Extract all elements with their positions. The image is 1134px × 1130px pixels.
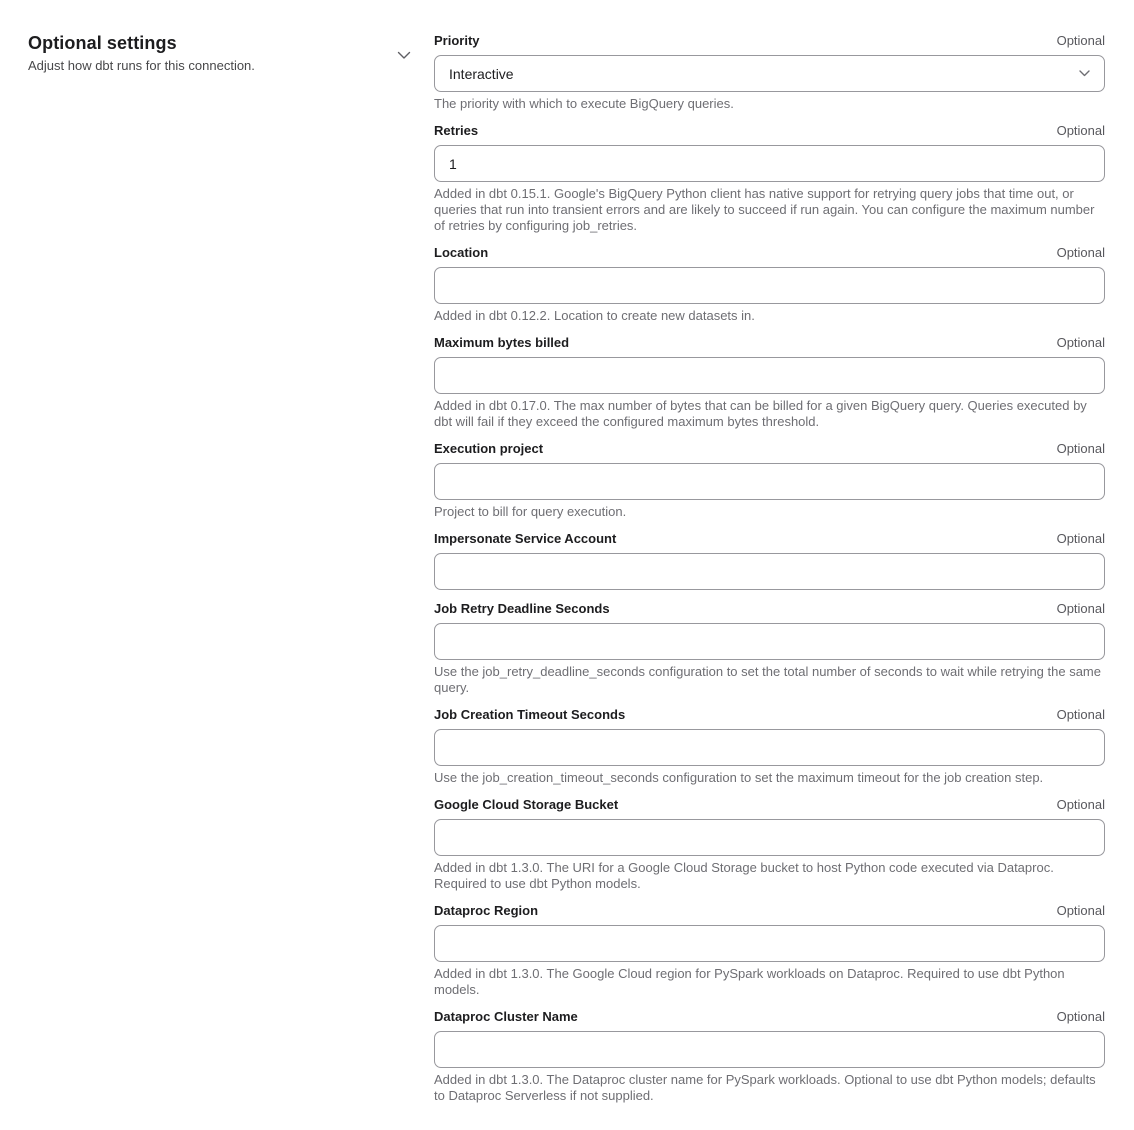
optional-badge: Optional: [1056, 903, 1105, 918]
optional-badge: Optional: [1056, 123, 1105, 138]
impersonate-service-account-input[interactable]: [434, 553, 1105, 590]
optional-badge: Optional: [1056, 531, 1105, 546]
field-label: Retries: [434, 123, 479, 138]
field-label: Maximum bytes billed: [434, 335, 570, 350]
optional-badge: Optional: [1056, 245, 1105, 260]
field-label: Execution project: [434, 441, 544, 456]
field-dataproc-cluster-name: [434, 1009, 1105, 1104]
field-label: Google Cloud Storage Bucket: [434, 797, 619, 812]
field-header: [434, 245, 1105, 261]
dataproc-cluster-name-input[interactable]: [434, 1031, 1105, 1068]
optional-badge: Optional: [1056, 441, 1105, 456]
optional-badge: Optional: [1056, 601, 1105, 616]
field-header: [434, 903, 1105, 919]
google-cloud-storage-bucket-input[interactable]: [434, 819, 1105, 856]
job-retry-deadline-seconds-input[interactable]: [434, 623, 1105, 660]
section-header: [28, 33, 378, 73]
field-helper-text: Added in dbt 1.3.0. The URI for a Google Cloud Storage bucket to host Python code executed via Dataproc. Required to use dbt Python models.: [434, 860, 1054, 891]
optional-badge: Optional: [1056, 707, 1105, 722]
field-helper-text: Added in dbt 0.15.1. Google's BigQuery Python client has native support for retrying query jobs that time out, or queries that run into transient errors and are likely to succeed if run again. You can configure the maximum number of retries by configuring job_retries.: [434, 186, 1095, 233]
field-helper-text: Added in dbt 1.3.0. The Google Cloud region for PySpark workloads on Dataproc. Required to use dbt Python models.: [434, 966, 1065, 997]
retries-input[interactable]: [434, 145, 1105, 182]
maximum-bytes-billed-input[interactable]: [434, 357, 1105, 394]
field-helper-text: Use the job_retry_deadline_seconds configuration to set the total number of seconds to wait while retrying the same query.: [434, 664, 1101, 695]
field-impersonate-service-account: [434, 531, 1105, 590]
dataproc-region-input[interactable]: [434, 925, 1105, 962]
field-helper-text: The priority with which to execute BigQuery queries.: [434, 96, 734, 111]
select-value: Interactive: [449, 65, 514, 82]
optional-badge: Optional: [1056, 335, 1105, 350]
field-job-creation-timeout-seconds: [434, 707, 1105, 786]
field-header: [434, 33, 1105, 49]
section-subtitle: Adjust how dbt runs for this connection.: [28, 58, 255, 73]
field-header: [434, 1009, 1105, 1025]
job-creation-timeout-seconds-input[interactable]: [434, 729, 1105, 766]
field-helper-text: Project to bill for query execution.: [434, 504, 627, 519]
location-input[interactable]: [434, 267, 1105, 304]
field-job-retry-deadline-seconds: [434, 601, 1105, 696]
field-dataproc-region: [434, 903, 1105, 998]
field-priority: [434, 33, 1105, 112]
field-label: Dataproc Cluster Name: [434, 1009, 578, 1024]
field-header: [434, 441, 1105, 457]
settings-form: [434, 33, 1105, 1115]
chevron-down-icon: [397, 51, 411, 60]
field-header: [434, 797, 1105, 813]
field-header: [434, 531, 1105, 547]
optional-badge: Optional: [1056, 1009, 1105, 1024]
field-helper-text: Added in dbt 0.17.0. The max number of bytes that can be billed for a given BigQuery query. Queries executed by dbt will fail if they exceed the configured maximum bytes threshold.: [434, 398, 1087, 429]
field-maximum-bytes-billed: [434, 335, 1105, 430]
field-label: Impersonate Service Account: [434, 531, 617, 546]
optional-badge: Optional: [1056, 797, 1105, 812]
field-helper-text: Added in dbt 1.3.0. The Dataproc cluster name for PySpark workloads. Optional to use dbt Python models; defaults to Dataproc Serverless if not supplied.: [434, 1072, 1096, 1103]
section-collapse-toggle[interactable]: [396, 47, 412, 63]
priority-select[interactable]: [434, 55, 1105, 92]
field-helper-text: Added in dbt 0.12.2. Location to create new datasets in.: [434, 308, 755, 323]
field-retries: [434, 123, 1105, 234]
field-label: Job Retry Deadline Seconds: [434, 601, 610, 616]
field-label: Job Creation Timeout Seconds: [434, 707, 626, 722]
field-label: Dataproc Region: [434, 903, 539, 918]
optional-badge: Optional: [1056, 33, 1105, 48]
field-label: Location: [434, 245, 489, 260]
field-location: [434, 245, 1105, 324]
field-header: [434, 707, 1105, 723]
field-header: [434, 123, 1105, 139]
field-header: [434, 335, 1105, 351]
field-helper-text: Use the job_creation_timeout_seconds configuration to set the maximum timeout for the job creation step.: [434, 770, 1044, 785]
execution-project-input[interactable]: [434, 463, 1105, 500]
field-google-cloud-storage-bucket: [434, 797, 1105, 892]
field-execution-project: [434, 441, 1105, 520]
section-title: Optional settings: [28, 33, 177, 53]
chevron-down-icon: [1079, 70, 1090, 77]
field-header: [434, 601, 1105, 617]
field-label: Priority: [434, 33, 480, 48]
